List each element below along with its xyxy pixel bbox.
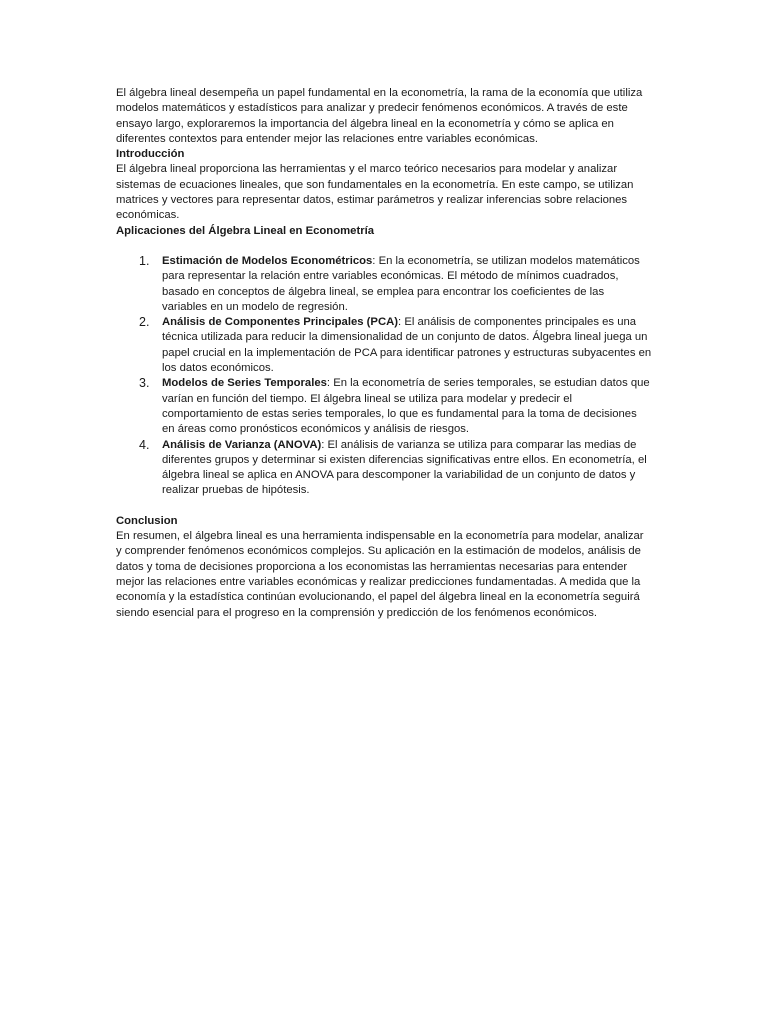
aplicaciones-heading: Aplicaciones del Álgebra Lineal en Econometría: [116, 224, 375, 237]
list-item: [116, 438, 652, 499]
aplicaciones-list: [116, 254, 652, 499]
list-item: [116, 254, 652, 315]
list-item-text: : En la econometría, se utilizan modelos matemáticos para representar la relación entre variables económicas. El método de mínimos cuadrados, basado en conceptos de álgebra lineal, se emplea para encontrar los coeficientes de las variables en un modelo de regresión.: [162, 254, 640, 313]
list-item-number: 3.: [139, 376, 150, 391]
list-item-title: Análisis de Varianza (ANOVA): [162, 438, 322, 451]
list-item-title: Análisis de Componentes Principales (PCA): [162, 316, 399, 329]
list-item: [116, 315, 652, 376]
list-item-text: : El análisis de componentes principales es una técnica utilizada para reducir la dimensionalidad de un conjunto de datos. Álgebra lineal juega un papel crucial en la implementación de PCA para identificar patrones y estructuras subyacentes en los datos económicos.: [162, 316, 652, 375]
list-item-title: Modelos de Series Temporales: [162, 377, 327, 390]
conclusion-body: En resumen, el álgebra lineal es una herramienta indispensable en la econometría para modelar, analizar y comprender fenómenos económicos complejos. Su aplicación en la estimación de modelos, análisis de datos y toma de decisiones proporciona a los economistas las herramientas necesarias para entender mejor las relaciones entre variables económicas y realizar predicciones fundamentadas. A medida que la economía y la estadística continúan evolucionando, el papel del álgebra lineal en la econometría seguirá siendo esencial para el progreso en la comprensión y predicción de los fenómenos económicos.: [116, 530, 644, 619]
document-page: [116, 86, 652, 621]
intro-paragraph: El álgebra lineal desempeña un papel fundamental en la econometría, la rama de la economía que utiliza modelos matemáticos y estadísticos para analizar y predecir fenómenos económicos. A través de este ensayo largo, exploraremos la importancia del álgebra lineal en la econometría y cómo se aplica en diferentes contextos para entender mejor las relaciones entre variables económicas.: [116, 87, 643, 145]
introduccion-heading: Introducción: [116, 148, 185, 161]
list-item: [116, 376, 652, 437]
list-item-number: 1.: [139, 253, 150, 268]
conclusion-heading: Conclusion: [116, 514, 178, 527]
list-item-text: : El análisis de varianza se utiliza para comparar las medias de diferentes grupos y determinar si existen diferencias significativas entre ellos. En econometría, el álgebra lineal se aplica en ANOVA para descomponer la variabilidad de un conjunto de datos y realizar pruebas de hipótesis.: [162, 438, 647, 497]
list-item-number: 4.: [139, 437, 150, 452]
list-item-number: 2.: [139, 315, 150, 330]
list-item-title: Estimación de Modelos Econométricos: [162, 254, 373, 267]
list-item-text: : En la econometría de series temporales, se estudian datos que varían en función del tiempo. El álgebra lineal se utiliza para modelar y predecir el comportamiento de estas series temporales, lo que es fundamental para la toma de decisiones en áreas como pronósticos económicos y análisis de riesgos.: [162, 377, 650, 436]
introduccion-body: El álgebra lineal proporciona las herramientas y el marco teórico necesarios para modelar y analizar sistemas de ecuaciones lineales, que son fundamentales en la econometría. En este campo, se utilizan matrices y vectores para representar datos, estimar parámetros y realizar inferencias sobre relaciones económicas.: [116, 163, 634, 222]
